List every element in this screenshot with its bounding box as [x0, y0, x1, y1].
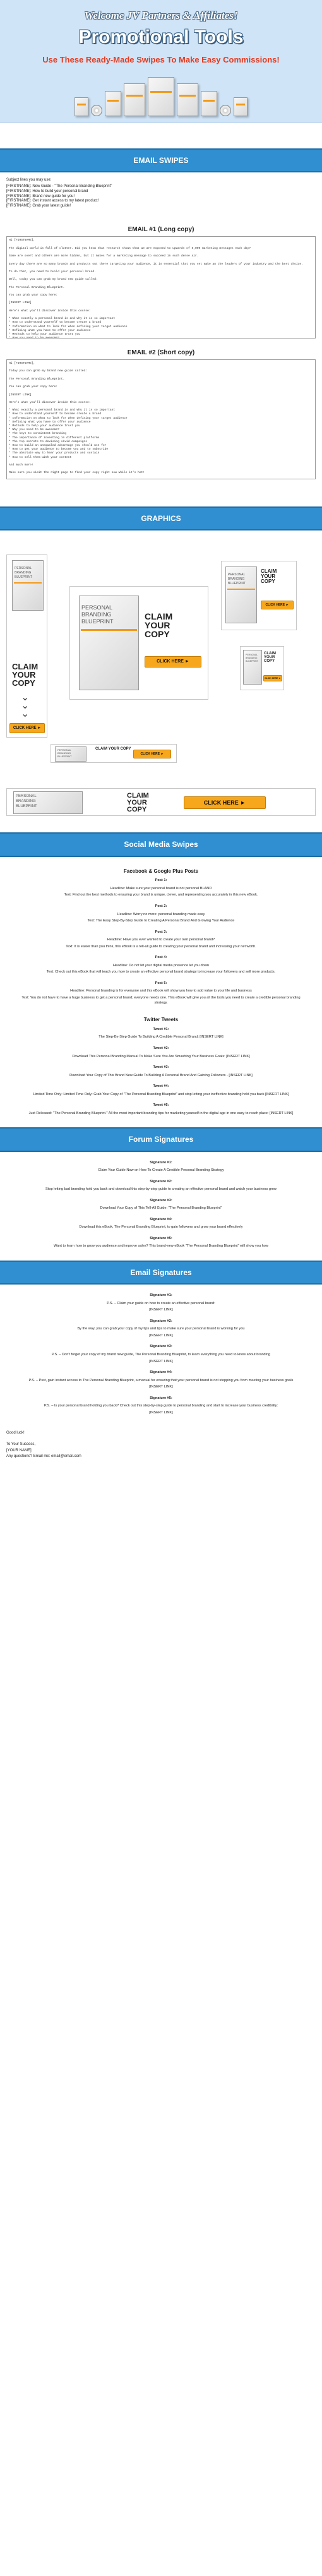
banner-ad-square[interactable] — [221, 561, 297, 630]
click-here-button[interactable]: CLICK HERE ► — [145, 656, 201, 668]
subject-lines-list — [6, 184, 316, 209]
contact-text: Any questions? Email me: email@email.com — [6, 1454, 81, 1459]
graphics-section — [0, 536, 322, 788]
banner-ad-skyscraper[interactable] — [6, 554, 47, 738]
email-signature: Signature #5: P.S. – Is your personal brand holding you back? Check out this step-by-step guide to personal branding and start to increase your business credibility: [INSERT LINK] — [44, 1396, 278, 1415]
email-signature: Signature #4: P.S. – Psst, gain instant access to The Personal Branding Blueprint, a manual for ensuring that your personal brand is not stopping you from meeting your business goals [INSERT LINK] — [28, 1370, 294, 1389]
email-signature: Signature #3: P.S. – Don't forget your copy of my brand new guide, The Personal Branding Blueprint, to learn everything you need to know about branding [INSERT LINK] — [51, 1345, 271, 1363]
forum-signature: Signature #3: Download Your Copy of This Tell-All Guide: "The Personal Branding Blueprint" — [100, 1198, 222, 1211]
subject-line: [FIRSTNAME]: Grab your latest guide! — [6, 204, 71, 208]
subject-line: [FIRSTNAME]: Brand new guide for you! — [6, 194, 75, 198]
click-here-button[interactable]: CLICK HERE ► — [184, 796, 266, 809]
forum-signature: Signature #4: Download this eBook, The Personal Branding Blueprint, to gain followers and grow your brand effectively — [79, 1217, 243, 1230]
leaderboard-wrapper — [0, 788, 322, 820]
page-title: Promotional Tools — [78, 26, 244, 47]
tweet: Tweet #4: Limited Time Only: Limited Time Only: Grab Your Copy of "The Personal Branding Blueprint" and stop letting your ineffective branding hold you back [INSERT LINK] — [33, 1084, 289, 1096]
tweet: Tweet #2: Download This Personal Branding Manual To Make Sure You Are Smashing Your Business Goals: [INSERT LINK] — [72, 1046, 250, 1058]
social-post: Post 5: Headline: Personal branding is for everyone and this eBook will show you how to add value to your life and business Text: You do not have to have a huge business to get a personal brand; everyone needs one. This eBook will give you all the tools you need to create a credible personal branding strategy. — [21, 981, 301, 1005]
hero-header — [0, 0, 322, 123]
product-book-image — [148, 77, 174, 116]
click-here-button[interactable]: CLICK HERE ► — [9, 723, 45, 733]
email-2-title: EMAIL #2 (Short copy) — [127, 349, 195, 356]
claim-text: CLAIM YOUR COPY — [12, 662, 39, 688]
graphics-banner: GRAPHICS — [0, 506, 322, 530]
tweet: Tweet #1: The Step-By-Step Guide To Building A Credible Personal Brand: [INSERT LINK] — [98, 1027, 224, 1039]
click-here-button[interactable]: CLICK HERE ► — [261, 601, 294, 609]
email-2-textarea[interactable] — [6, 359, 316, 479]
twitter-heading: Twitter Tweets — [143, 1017, 179, 1023]
claim-text: CLAIM YOUR COPY — [261, 568, 277, 585]
product-box-image — [177, 83, 198, 116]
ebook-cover-image: PERSONAL BRANDING BLUEPRINT — [13, 791, 83, 814]
ebook-cover-image: PERSONAL BRANDING BLUEPRINT — [243, 650, 262, 685]
facebook-heading: Facebook & Google Plus Posts — [123, 868, 199, 874]
email-swipes-section — [0, 172, 322, 481]
down-arrows-icon: ⌄ ⌄ ⌄ — [21, 692, 30, 719]
social-post: Post 4: Headline: Do not let your digital media presence let you down Text: Check out this eBook that will teach you how to create an effective personal brand strategy to increase your followers and sell more products. — [46, 956, 276, 974]
banner-ad-small-square[interactable] — [240, 646, 284, 690]
product-box-image — [75, 97, 88, 116]
forum-signatures-banner: Forum Signatures — [0, 1127, 322, 1151]
social-post: Post 1: Headline: Make sure your personal brand is not personal BLAND Text: Find out the best methods to ensuring your brand is unique, clever, and representing you accurately in this new eBook. — [64, 878, 258, 897]
email-1-textarea[interactable] — [6, 236, 316, 338]
welcome-text: Welcome JV Partners & Affiliates! — [84, 9, 238, 21]
claim-text: CLAIM YOUR COPY — [95, 747, 131, 752]
tweet: Tweet #3: Download Your Copy of This Brand New Guide To Building A Personal Brand And Gaining Followers - [INSERT LINK] — [69, 1065, 253, 1077]
email-1-title: EMAIL #1 (Long copy) — [128, 225, 194, 233]
ebook-cover-image: PERSONAL BRANDING BLUEPRINT — [55, 746, 86, 762]
sign-off-text: To Your Success, — [6, 1442, 36, 1446]
social-media-section — [0, 857, 322, 1117]
subject-line: [FIRSTNAME]: Get instant access to my latest product! — [6, 199, 99, 203]
claim-text: CLAIM YOUR COPY — [264, 652, 276, 664]
subject-line: [FIRSTNAME]: New Guide - "The Personal Branding Blueprint" — [6, 184, 112, 188]
cd-disc-image — [220, 105, 231, 116]
tweet: Tweet #5: Just Released: "The Personal Branding Blueprint." All the most important branding tips for marketing yourself in the digital age in one easy to reach place: [INSERT LINK] — [28, 1103, 294, 1115]
subject-line: [FIRSTNAME]: How to build your personal brand — [6, 189, 88, 193]
banner-ad-leaderboard[interactable] — [6, 788, 316, 816]
email-swipes-banner: EMAIL SWIPES — [0, 148, 322, 172]
email-signatures-banner: Email Signatures — [0, 1261, 322, 1285]
claim-text: CLAIM YOUR COPY — [145, 611, 173, 640]
claim-text: CLAIM YOUR COPY — [127, 792, 149, 814]
product-box-image — [105, 91, 121, 116]
social-media-banner: Social Media Swipes — [0, 832, 322, 856]
forum-signature: Signature #1: Claim Your Guide Now on How To Create A Credible Personal Branding Strategy — [98, 1160, 224, 1173]
page-subtitle: Use These Ready-Made Swipes To Make Easy Commissions! — [42, 55, 280, 65]
product-box-image — [124, 83, 145, 116]
forum-signature: Signature #2: Stop letting bad branding hold you back and download this step-by-step guide to creating an effective personal brand and watch your business grow — [45, 1179, 277, 1192]
good-luck-text: Good luck! — [6, 1431, 25, 1435]
footer — [0, 1422, 322, 1472]
banner-ad-rectangle[interactable] — [69, 586, 208, 700]
forum-signatures-section — [0, 1152, 322, 1249]
forum-signature: Signature #5: Want to learn how to grow you audience and improve sales? This brand-new eBook "The Personal Branding Blueprint" will show you how — [54, 1236, 268, 1249]
product-box-image — [234, 97, 247, 116]
product-box-image — [201, 91, 217, 116]
subjects-intro: Subject lines you may use: — [6, 177, 52, 182]
social-post: Post 2: Headline: Worry no more: personal branding made easy Text: The Easy Step-By-Step Guide to Creating A Personal Brand And Growing Your Audience — [87, 904, 235, 923]
ebook-cover-image: PERSONAL BRANDING BLUEPRINT — [225, 566, 257, 623]
click-here-button[interactable]: CLICK HERE ► — [133, 750, 171, 758]
cd-disc-image — [91, 105, 102, 116]
email-signatures-section — [0, 1285, 322, 1415]
click-here-button[interactable]: CLICK HERE ► — [263, 675, 282, 681]
banner-ad-leaderboard-small[interactable] — [51, 744, 177, 763]
email-signature: Signature #2: By the way, you can grab your copy of my tips and tips to make sure your personal brand is working for you [INSERT LINK] — [77, 1319, 245, 1338]
product-mockups — [13, 72, 309, 116]
sender-name: [YOUR NAME] — [6, 1448, 32, 1453]
social-post: Post 3: Headline: Have you ever wanted to create your own personal brand? Text: It is easier than you think, this eBook is a tell-all guide to creating your personal brand and increasing your net worth. — [66, 930, 256, 949]
ebook-cover-image: PERSONAL BRANDING BLUEPRINT — [79, 596, 139, 690]
email-signature: Signature #1: P.S. – Claim your guide on how to create an effective personal brand: [INSERT LINK] — [107, 1293, 215, 1312]
ebook-cover-image: PERSONAL BRANDING BLUEPRINT — [12, 560, 44, 611]
